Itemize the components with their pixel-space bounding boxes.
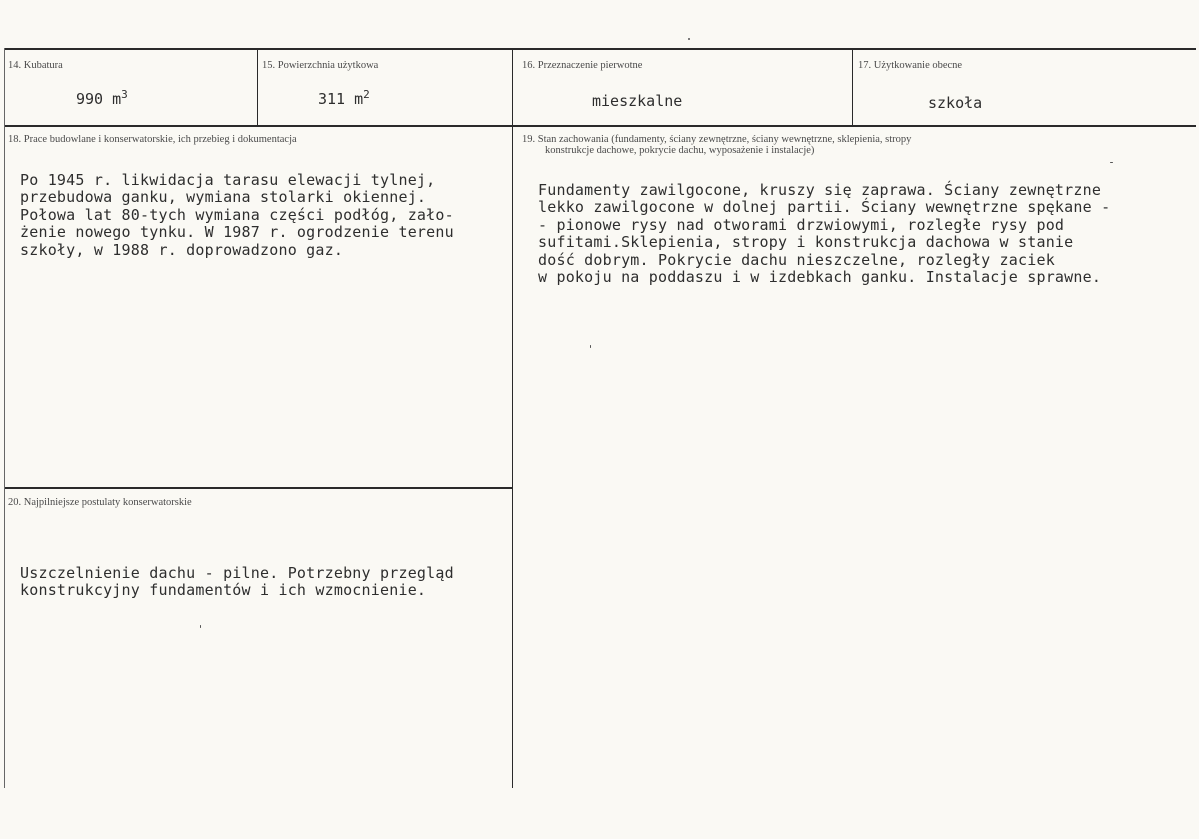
paper-speck — [200, 625, 201, 628]
field-14-exponent: 3 — [121, 88, 128, 101]
divider-16-17 — [852, 50, 853, 126]
top-rule — [4, 48, 1196, 50]
field-17-value: szkoła — [928, 94, 983, 112]
paper-speck — [590, 345, 591, 348]
divider-14-15 — [257, 50, 258, 126]
field-16-label: 16. Przeznaczenie pierwotne — [522, 60, 643, 71]
field-15-value — [318, 88, 370, 108]
field-14-value — [76, 88, 128, 108]
paper-speck — [1110, 162, 1113, 163]
field-15-number: 311 m — [318, 90, 364, 108]
field-19-label-line1: 19. Stan zachowania (fundamenty, ściany zewnętrzne, ściany wewnętrzne, sklepienia, stropy — [522, 134, 912, 145]
field-14-label: 14. Kubatura — [8, 60, 63, 71]
field-14-number: 990 m — [76, 90, 122, 108]
field-20-text: Uszczelnienie dachu - pilne. Potrzebny przegląd konstrukcyjny fundamentów i ich wzmocnienie. — [20, 564, 454, 600]
paper-speck — [688, 38, 690, 40]
left-border — [4, 48, 5, 788]
field-18-label: 18. Prace budowlane i konserwatorskie, ich przebieg i dokumentacja — [8, 134, 297, 145]
field-19-text: Fundamenty zawilgocone, kruszy się zaprawa. Ściany zewnętrzne lekko zawilgocone w dolnej partii. Ściany wewnętrzne spękane - - pionowe rysy nad otworami drzwiowymi, rozległe rysy pod sufitami.Sklepienia, stropy i konstrukcja dachowa w stanie dość dobrym. Pokrycie dachu nieszczelne, rozległy zaciek w pokoju na poddaszu i w izdebkach ganku. Instalacje sprawne. — [538, 181, 1111, 287]
box20-top-rule — [4, 487, 513, 489]
row1-bottom-rule — [4, 125, 1196, 127]
field-19-label-line2: konstrukcje dachowe, pokrycie dachu, wyposażenie i instalacje) — [545, 145, 815, 156]
field-20-label: 20. Najpilniejsze postulaty konserwatorskie — [8, 497, 192, 508]
field-16-value: mieszkalne — [592, 92, 683, 110]
field-17-label: 17. Użytkowanie obecne — [858, 60, 963, 71]
field-15-exponent: 2 — [363, 88, 370, 101]
divider-15-16 — [512, 50, 513, 788]
field-18-text: Po 1945 r. likwidacja tarasu elewacji tylnej, przebudowa ganku, wymiana stolarki okiennej. Połowa lat 80-tych wymiana części podłóg, zało- żenie nowego tynku. W 1987 r. ogrodzenie terenu szkoły, w 1988 r. doprowadzono gaz. — [20, 171, 454, 259]
field-15-label: 15. Powierzchnia użytkowa — [262, 60, 379, 71]
